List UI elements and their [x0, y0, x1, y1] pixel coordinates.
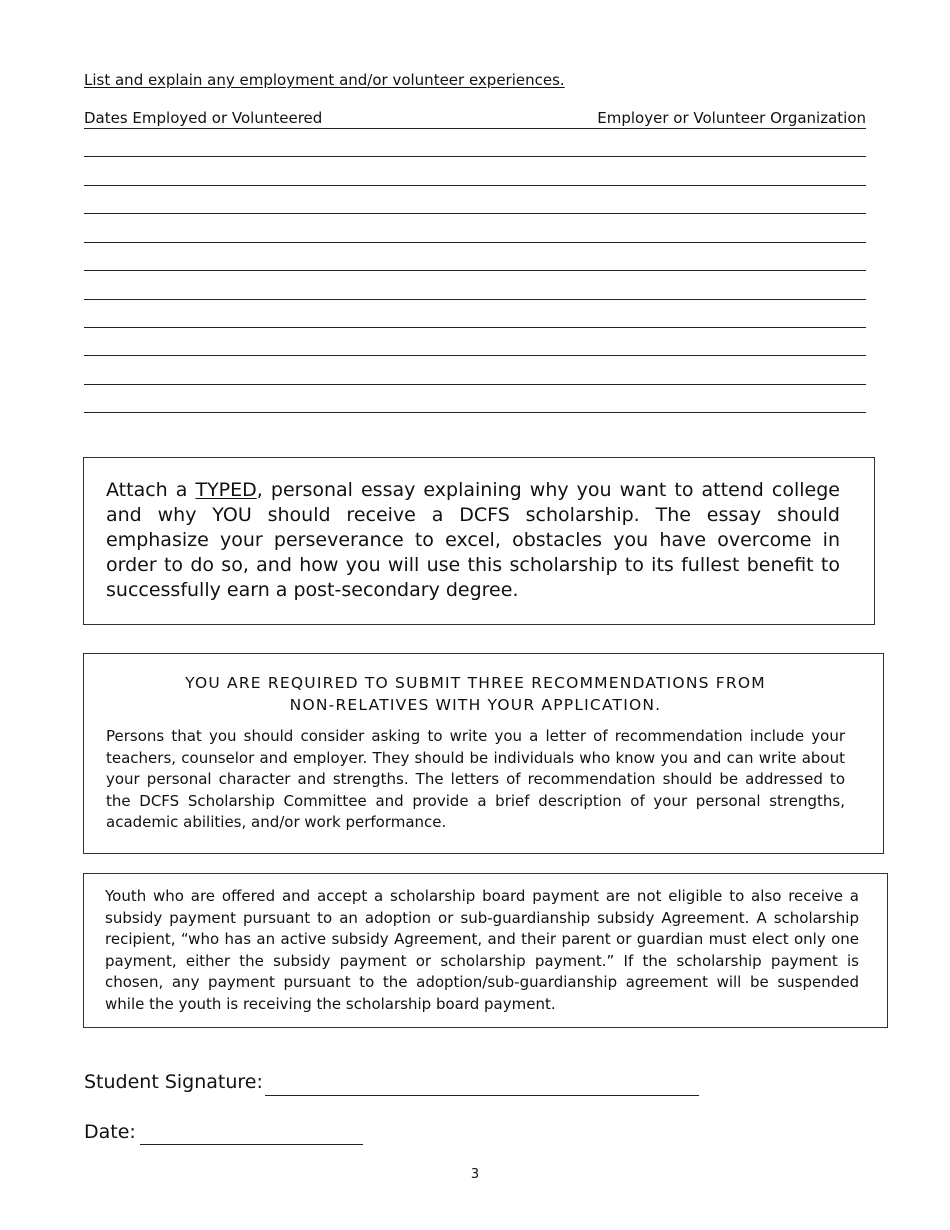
dates-employed-header: Dates Employed or Volunteered [84, 109, 323, 127]
employment-entry-line[interactable] [84, 327, 866, 328]
essay-text-rest: , personal essay explaining why you want to attend college and why YOU should receive a DCFS scholarship. The essay should emphasize your perseverance to excel, obstacles you have overcome in order to do so, and how you will use this scholarship to its fullest benefit to successfully earn a post-secondary degree. [106, 479, 840, 601]
essay-text-start: Attach a [106, 479, 196, 501]
employment-entry-line[interactable] [84, 355, 866, 356]
recommendations-heading-line2: NON-RELATIVES WITH YOUR APPLICATION. [289, 696, 662, 714]
recommendations-heading [106, 672, 845, 716]
subsidy-notice-box [83, 873, 888, 1028]
recommendations-box [83, 653, 884, 854]
typed-emphasis: TYPED [195, 479, 257, 501]
page-number: 3 [470, 1167, 480, 1182]
employment-entry-line[interactable] [84, 270, 866, 271]
employer-organization-header: Employer or Volunteer Organization [597, 109, 866, 127]
recommendations-heading-line1: YOU ARE REQUIRED TO SUBMIT THREE RECOMMENDATIONS FROM [185, 674, 766, 692]
essay-instructions-text [106, 478, 840, 603]
employment-entry-line[interactable] [84, 299, 866, 300]
employment-column-headers [84, 109, 866, 129]
employment-entry-line[interactable] [84, 156, 866, 157]
employment-entry-line[interactable] [84, 412, 866, 413]
employment-entry-line[interactable] [84, 384, 866, 385]
employment-entry-line[interactable] [84, 213, 866, 214]
recommendations-body: Persons that you should consider asking to write you a letter of recommendation include your teachers, counselor and employer. They should be individuals who know you and can write about your personal character and strengths. The letters of recommendation should be addressed to the DCFS Scholarship Committee and provide a brief description of your personal strengths, academic abilities, and/or work performance. [106, 727, 845, 831]
employment-instruction: List and explain any employment and/or volunteer experiences. [84, 71, 565, 89]
date-field[interactable] [140, 1144, 363, 1145]
subsidy-notice-text: Youth who are offered and accept a scholarship board payment are not eligible to also receive a subsidy payment pursuant to an adoption or sub-guardianship subsidy Agreement. A scholarship recipient, “who has an active subsidy Agreement, and their parent or guardian must elect only one payment, either the subsidy payment or scholarship payment.” If the scholarship payment is chosen, any payment pursuant to the adoption/sub-guardianship agreement will be suspended while the youth is receiving the scholarship board payment. [105, 887, 859, 1013]
student-signature-field[interactable] [265, 1095, 699, 1096]
employment-entry-line[interactable] [84, 185, 866, 186]
essay-instructions-box [83, 457, 875, 625]
student-signature-label: Student Signature: [84, 1071, 263, 1093]
date-label: Date: [84, 1121, 136, 1143]
employment-entry-line[interactable] [84, 242, 866, 243]
